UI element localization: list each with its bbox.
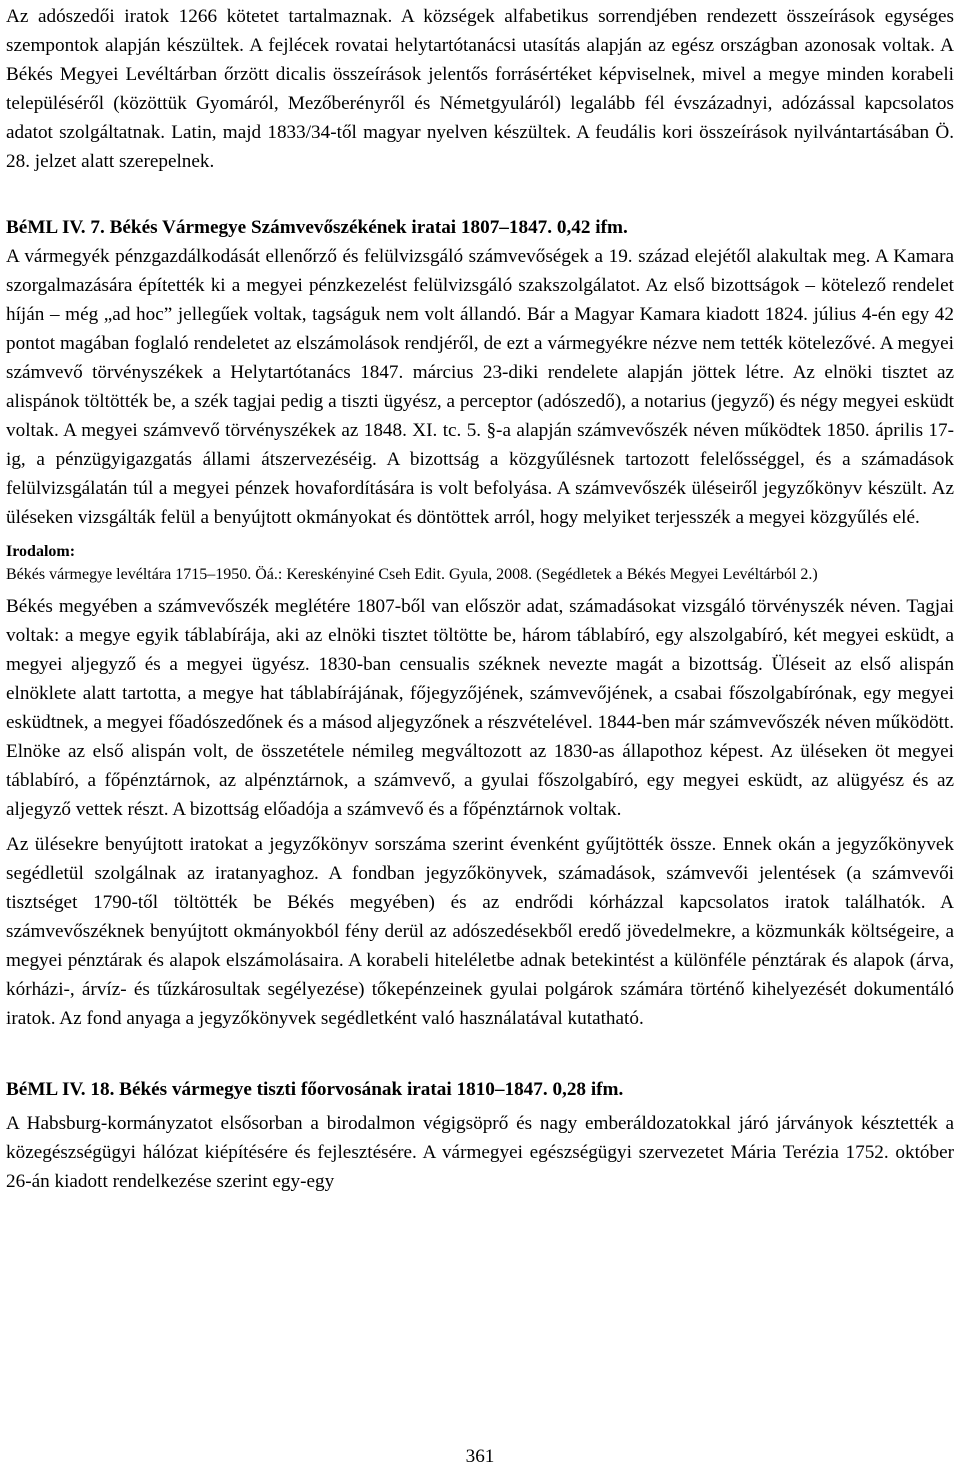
literature-text: Békés vármegye levéltára 1715–1950. Öá.: Kereskényiné Cseh Edit. Gyula, 2008. (Segédletek a Békés Megyei Levéltárból 2.) bbox=[6, 566, 818, 583]
intro-paragraph: Az adószedői iratok 1266 kötetet tartalmaznak. A községek alfabetikus sorrendjében rendezett összeírások egységes szempontok alapján készültek. A fejlécek rovatai helytartótanácsi utasítás alapján az egész országban azonosak voltak. A Békés Megyei Levéltárban őrzött dicalis összeírások jelentős forrásértéket képviselnek, mivel a megye minden korabeli településéről (közöttük Gyomáról, Mezőberényről és Németgyuláról) legalább fél évszázadnyi, adózással kapcsolatos adatot szolgáltatnak. Latin, majd 1833/34-től magyar nyelven készültek. A feudális kori összeírások nyilvántartásában Ö. 28. jelzet alatt szerepelnek. bbox=[6, 6, 954, 172]
document-page bbox=[6, 0, 954, 1196]
section-heading-iv-7: BéML IV. 7. Békés Vármegye Számvevőszékének iratai 1807–1847. 0,42 ifm. bbox=[6, 217, 628, 238]
section-iv-18-paragraph: A Habsburg-kormányzatot elsősorban a birodalmon végigsöprő és nagy emberáldozatokkal járó járványok késztették a közegészségügyi hálózat kiépítésére és fejlesztésére. A vármegyei egészségügyi szervezetet Mária Terézia 1752. október 26-án kiadott rendelkezése szerint egy-egy bbox=[6, 1113, 954, 1192]
literature-label: Irodalom: bbox=[6, 543, 76, 560]
section-iv-7-paragraph-2: Békés megyében a számvevőszék meglétére 1807-ből van először adat, számadásokat vizsgáló törvényszék néven. Tagjai voltak: a megye egyik táblabírája, aki az elnöki tisztet töltötte be, három táblabíró, egy alszolgabíró, két megyei esküdt, a megyei aljegyző és a megyei ügyész. 1830-ban censualis széknek nevezte magát a bizottság. Üléseit az első alispán elnöklete alatt tartotta, a megye hat táblabírájának, főjegyzőjének, számvevőjének, a csabai főszolgabírónak, egy megyei esküdtnek, a megyei főadószedőnek és a másod aljegyzőnek a részvételével. 1844-ben már számvevőszék néven működött. Elnöke az első alispán volt, de összetétele némileg megváltozott az 1830-as állapothoz képest. Az üléseken öt megyei táblabíró, a főpénztárnok, az alpénztárnok, a számvevő, a gyulai főszolgabíró, egy megyei esküdt, az alügyész és az aljegyző vettek részt. A bizottság előadója a számvevő és a főpénztárnok voltak. bbox=[6, 596, 954, 820]
section-heading-iv-18: BéML IV. 18. Békés vármegye tiszti főorvosának iratai 1810–1847. 0,28 ifm. bbox=[6, 1079, 624, 1100]
section-iv-7-paragraph: A vármegyék pénzgazdálkodását ellenőrző és felülvizsgáló számvevőségek a 19. század elejétől alakultak meg. A Kamara szorgalmazására építették ki a megyei pénzkezelést felülvizsgáló szakszolgálatot. Az első bizottságok – kötelező rendelet híján – még „ad hoc” jellegűek voltak, tagságuk nem volt állandó. Bár a Magyar Kamara kiadott 1824. július 4-én egy 42 pontot magában foglaló rendeletet az elszámolások rendjéről, de ezt a vármegyékre nézve nem tették kötelezővé. A megyei számvevő törvényszékek a Helytartótanács 1847. március 23-diki rendelete alapján jöttek létre. Az elnöki tisztet az alispánok töltötték be, a szék tagjai pedig a tiszti ügyész, a perceptor (adószedő), a notarius (jegyző) és négy megyei esküdt voltak. A megyei számvevő törvényszékek az 1848. XI. tc. 5. §-a alapján számvevőszék néven működtek 1850. április 17-ig, a pénzügyigazgatás állami átszervezéséig. A bizottság a közgyűlésnek tartozott felelősséggel, és a számadások felülvizsgálatán túl a megyei pénzek hovafordítására is volt befolyása. A számvevőszék üléseiről jegyzőkönyv készült. Az üléseken vizsgálták felül a benyújtott okmányokat és döntöttek arról, hogy melyiket terjesszék a megyei közgyűlés elé. bbox=[6, 246, 954, 528]
section-iv-7-paragraph-3: Az ülésekre benyújtott iratokat a jegyzőkönyv sorszáma szerint évenként gyűjtötték össze. Ennek okán a jegyzőkönyvek segédletül szolgálnak az iratanyaghoz. A fondban jegyzőkönyvek, számadások, számvevői jelentések (a számvevői tisztséget 1790-től töltötték be Békés megyében) és az endrődi kórházzal kapcsolatos iratok találhatók. A számvevőszéknek benyújtott okmányokból fény derül az adószedésekből eredő jövedelmekre, a közmunkák költségeire, a megyei pénztárak és alapok elszámolásaira. A korabeli hiteléletbe adnak betekintést a különféle pénztárak és alapok (árva, kórházi-, árvíz- és tűzkárosultak segélyezése) tőkepénzeinek gyulai polgárok számára történő kihelyezését dokumentáló iratok. Az fond anyaga a jegyzőkönyvek segédletként való használatával kutatható. bbox=[6, 834, 954, 1029]
page-number: 361 bbox=[465, 1446, 495, 1467]
